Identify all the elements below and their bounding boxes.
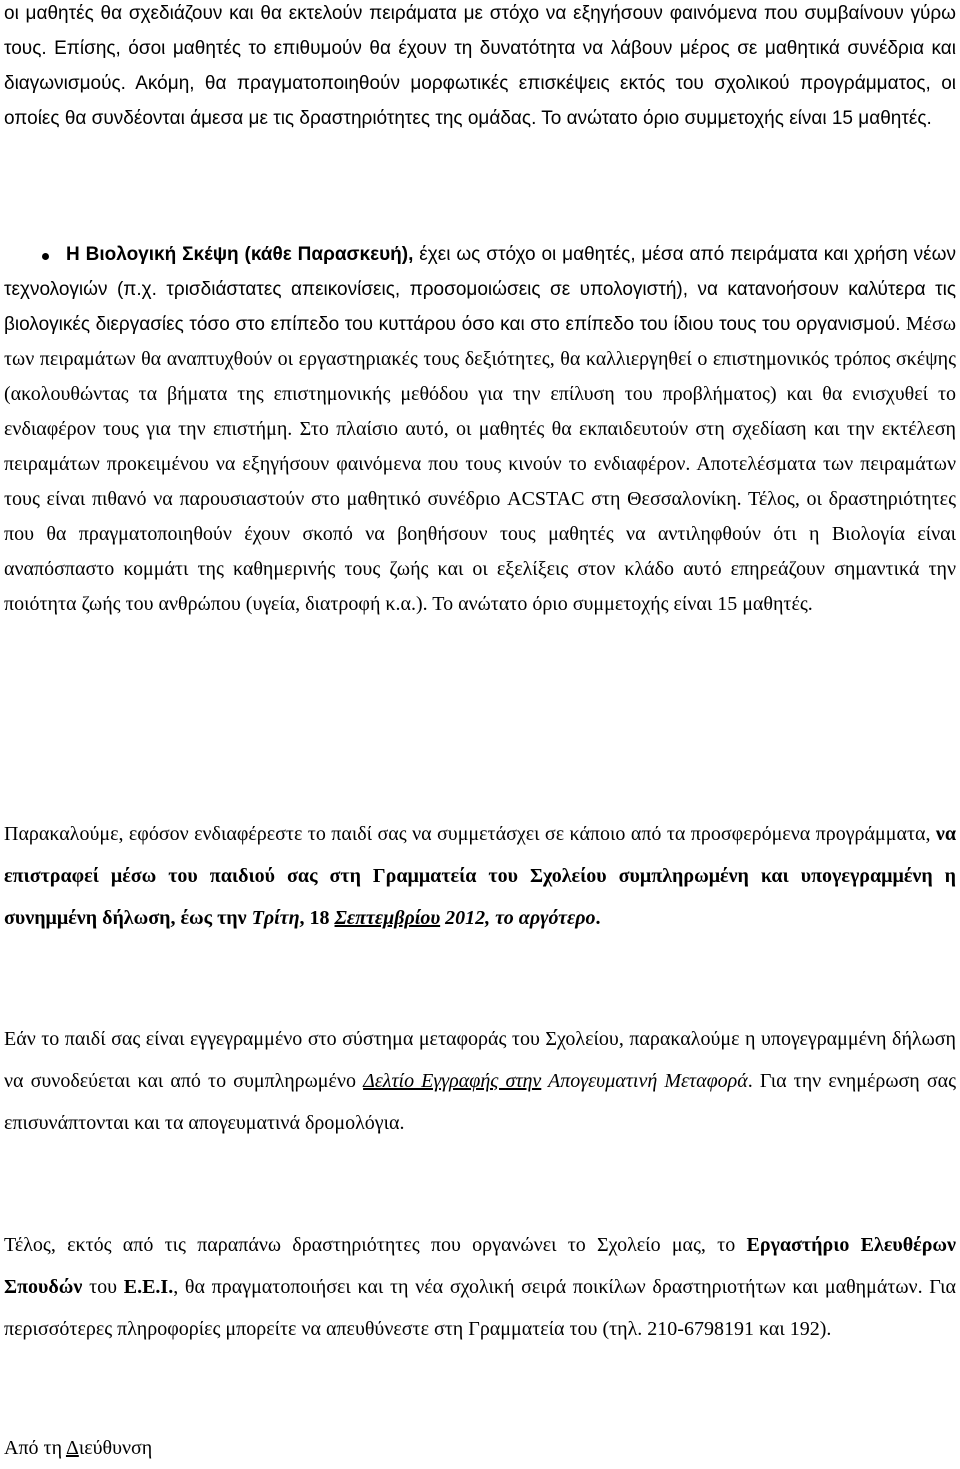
deadline-date: , 18	[299, 907, 335, 929]
paragraph-biological-thinking	[4, 237, 956, 622]
emphasis-text: να επιστραφεί μέσω του παιδιού σας στη Γραμματεία του Σχολείου συμπληρωμένη και υπογεγραμμένη η συνημμένη δήλωση, έως την	[4, 823, 956, 929]
paragraph-text: έχει ως στόχο οι μαθητές, μέσα από πειράματα και χρήση νέων τεχνολογιών (π.χ. τρισδιάστατες απεικονίσεις, προσομοιώσεις σε υπολογιστή), να κατανοήσουν καλύτερα τις βιολογικές διεργασίες τόσο στο επίπεδο του κυττάρου όσο και στο επίπεδο του ίδιου τους του οργανισμού.	[4, 244, 956, 335]
deadline-end: .	[595, 907, 601, 929]
paragraph-text: του	[82, 1276, 124, 1298]
paragraph-text: οι μαθητές θα σχεδιάζουν και θα εκτελούν πειράματα με στόχο να εξηγήσουν φαινόμενα που συμβαίνουν γύρω τους. Επίσης, όσοι μαθητές το επιθυμούν θα έχουν τη δυνατότητα να λάβουν μέρος σε μαθητικά συνέδρια και διαγωνισμούς. Ακόμη, θα πραγματοποιηθούν μορφωτικές επισκέψεις εκτός του σχολικού προγράμματος, οι οποίες θα συνδέονται άμεσα με τις δραστηριότητες της ομάδας. Το ανώτατο όριο συμμετοχής είναι 15 μαθητές.	[4, 3, 956, 129]
program-title: Η Βιολογική Σκέψη (κάθε Παρασκευή),	[66, 244, 414, 265]
deadline-day: Τρίτη	[251, 907, 300, 929]
deadline-year: 2012, το αργότερο	[440, 907, 596, 929]
paragraph-transport	[4, 1018, 956, 1144]
deadline-month: Σεπτεμβρίου	[334, 907, 441, 929]
paragraph-experiments-intro	[4, 0, 956, 136]
paragraph-text: , θα πραγματοποιήσει και τη νέα σχολική σειρά ποικίλων δραστηριοτήτων και μαθημάτων. Για περισσότερες πληροφορίες μπορείτε να απευθύνεστε στη Γραμματεία του (τηλ. 210-6798191 και 192).	[4, 1276, 956, 1340]
paragraph-text-serif: Μέσω των πειραμάτων θα αναπτυχθούν οι εργαστηριακές τους δεξιότητες, θα καλλιεργηθεί ο επιστημονικός τρόπος σκέψης (ακολουθώντας τα βήματα της επιστημονικής μεθόδου για την επίλυση του προβλήματος) και θα ενισχυθεί το ενδιαφέρον τους για την επιστήμη. Στο πλαίσιο αυτό, οι μαθητές θα εκπαιδευτούν στη σχεδίαση και την εκτέλεση πειραμάτων προκειμένου να εξηγήσουν φαινόμενα που τους κινούν το ενδιαφέρον. Αποτελέσματα των πειραμάτων τους είναι πιθανό να παρουσιαστούν στο μαθητικό συνέδριο ACSTAC στη Θεσσαλονίκη. Τέλος, οι δραστηριότητες που θα πραγματοποιηθούν έχουν σκοπό να βοηθήσουν τους μαθητές να αντιληφθούν ότι η Βιολογία είναι αναπόσπαστο κομμάτι της καθημερινής τους ζωής και οι εξελίξεις στον κλάδο αυτό επηρεάζουν σημαντικά την ποιότητα ζωής του ανθρώπου (υγεία, διατροφή κ.α.). Το ανώτατο όριο συμμετοχής είναι 15 μαθητές.	[4, 313, 956, 615]
paragraph-text: Παρακαλούμε, εφόσον ενδιαφέρεστε το παιδί σας να συμμετάσχει σε κάποιο από τα προσφερόμενα προγράμματα,	[4, 823, 936, 845]
signature-text: Από τη	[4, 1437, 66, 1459]
bullet-biological-thinking	[4, 237, 956, 622]
paragraph-text: Εάν το παιδί σας είναι εγγεγραμμένο στο σύστημα μεταφοράς του Σχολείου, παρακαλούμε η υπογεγραμμένη δήλωση να συνοδεύεται και από το συμπληρωμένο	[4, 1028, 956, 1092]
form-name-part2: Απογευματινή Μεταφορά	[548, 1070, 748, 1092]
signature-initial: Δ	[65, 1437, 79, 1459]
form-name-part1: Δελτίο Εγγραφής στην	[363, 1070, 542, 1092]
paragraph-request-return	[4, 813, 956, 939]
organization-abbrev: Ε.Ε.Ι.	[123, 1276, 174, 1298]
signature-text-rest: ιεύθυνση	[78, 1437, 153, 1459]
paragraph-text: . Για την ενημέρωση σας επισυνάπτονται και τα απογευματινά δρομολόγια.	[4, 1070, 957, 1134]
paragraph-text: Τέλος, εκτός από τις παραπάνω δραστηριότητες που οργανώνει το Σχολείο μας, το	[4, 1234, 747, 1256]
paragraph-free-studies	[4, 1224, 956, 1350]
workshop-name: Εργαστήριο Ελευθέρων Σπουδών	[4, 1234, 956, 1298]
